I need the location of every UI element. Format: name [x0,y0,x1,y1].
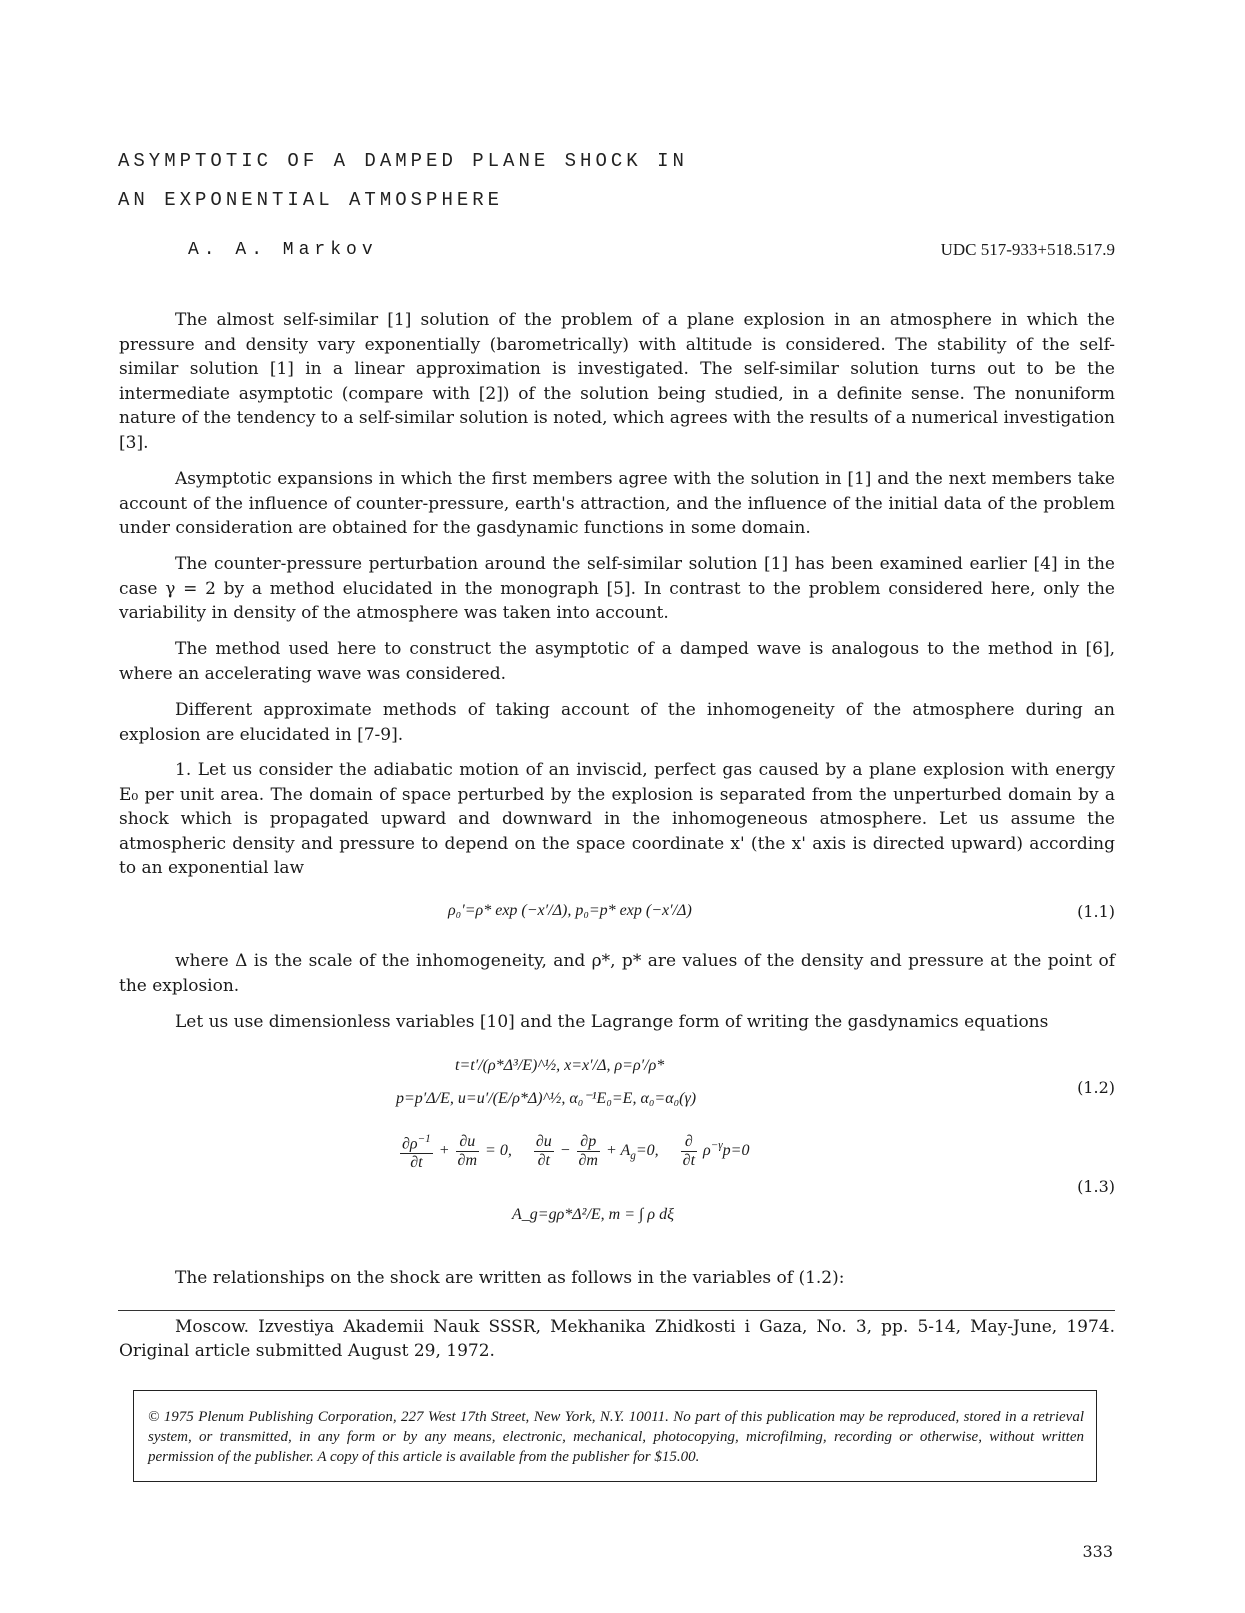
equation-1-2-line-2: p=p′Δ/E, u=u′/(E/ρ*Δ)^½, α₀⁻¹E₀=E, α₀=α₀(γ) [396,1090,697,1107]
equation-1-3-line-1: $\frac{\partial\rho^{-1}}{\partial t}$ + $\frac{\partial u}{\partial m}$ = 0, $\frac{\partial u}{\partial t}$ − $\frac{\partial p}{\partial m}$ + $A_g=0$, $\frac{\partial}{\partial t}$ $\rho^{-\gamma}p=0$ [398,1130,749,1172]
author: A. A. Markov [188,240,378,260]
copyright-box: © 1975 Plenum Publishing Corporation, 227 West 17th Street, New York, N.Y. 10011. No part of this publication may be reproduced, stored in a retrieval system, or transmitted, in any form or by any means, electronic, mechanical, photocopying, microfilming, recording or otherwise, without written permission of the publisher. A copy of this article is available from the publisher for $15.00. [133,1390,1097,1482]
page-number: 333 [1082,1542,1113,1561]
equation-1-3-number: (1.3) [1077,1177,1115,1196]
paragraph-6: 1. Let us consider the adiabatic motion of an inviscid, perfect gas caused by a plane explosion with energy E₀ per unit area. The domain of space perturbed by the explosion is separated from the unperturbed domain by a shock which is propagated upward and downward in the inhomogeneous atmosphere. Let us assume the atmospheric density and pressure to depend on the space coordinate x' (the x' axis is directed upward) according to an exponential law [119,760,1115,878]
paragraph-9: The relationships on the shock are written as follows in the variables of (1.2): [175,1268,845,1288]
paragraph-3: The counter-pressure perturbation around the self-similar solution [1] has been examined earlier [4] in the case γ = 2 by a method elucidated in the monograph [5]. In contrast to the problem considered here, only the variability in density of the atmosphere was taken into account. [119,554,1115,623]
equation-1-2-line-1: t=t′/(ρ*Δ³/E)^½, x=x′/Δ, ρ=ρ′/ρ* [455,1057,665,1074]
paragraph-5: Different approximate methods of taking account of the inhomogeneity of the atmosphere during an explosion are elucidated in [7-9]. [119,700,1115,745]
equation-1-3-line-2: A_g=gρ*Δ²/E, m = ∫ ρ dξ [512,1206,674,1223]
udc-code: UDC 517-933+518.517.9 [940,240,1115,259]
paragraph-4: The method used here to construct the asymptotic of a damped wave is analogous to the method in [6], where an accelerating wave was considered. [119,639,1115,684]
equation-1-2-number: (1.2) [1077,1078,1115,1097]
paragraph-8: Let us use dimensionless variables [10] and the Lagrange form of writing the gasdynamics equations [175,1012,1049,1032]
abstract-paragraph: The almost self-similar [1] solution of the problem of a plane explosion in an atmosphere in which the pressure and density vary exponentially (barometrically) with altitude is considered. The stability of the self-similar solution [1] in a linear approximation is investigated. The self-similar solution turns out to be the intermediate asymptotic (compare with [2]) of the solution being studied, in a definite sense. The nonuniform nature of the tendency to a self-similar solution is noted, which agrees with the results of a numerical investigation [3]. [119,310,1115,453]
title-line-1: ASYMPTOTIC OF A DAMPED PLANE SHOCK IN [118,150,688,172]
footnote-divider [118,1310,1115,1311]
paragraph-2: Asymptotic expansions in which the first members agree with the solution in [1] and the next members take account of the influence of counter-pressure, earth's attraction, and the influence of the initial data of the problem under consideration are obtained for the gasdynamic functions in some domain. [119,469,1115,538]
equation-1-1: ρ₀′=ρ* exp (−x′/Δ), p₀=p* exp (−x′/Δ) [448,902,692,919]
paragraph-7: where Δ is the scale of the inhomogeneity, and ρ*, p* are values of the density and pressure at the point of the explosion. [119,951,1115,996]
footnote: Moscow. Izvestiya Akademii Nauk SSSR, Mekhanika Zhidkosti i Gaza, No. 3, pp. 5-14, May-June, 1974. Original article submitted August 29, 1972. [119,1317,1115,1361]
title-line-2: AN EXPONENTIAL ATMOSPHERE [118,189,504,211]
equation-1-1-number: (1.1) [1077,902,1115,921]
